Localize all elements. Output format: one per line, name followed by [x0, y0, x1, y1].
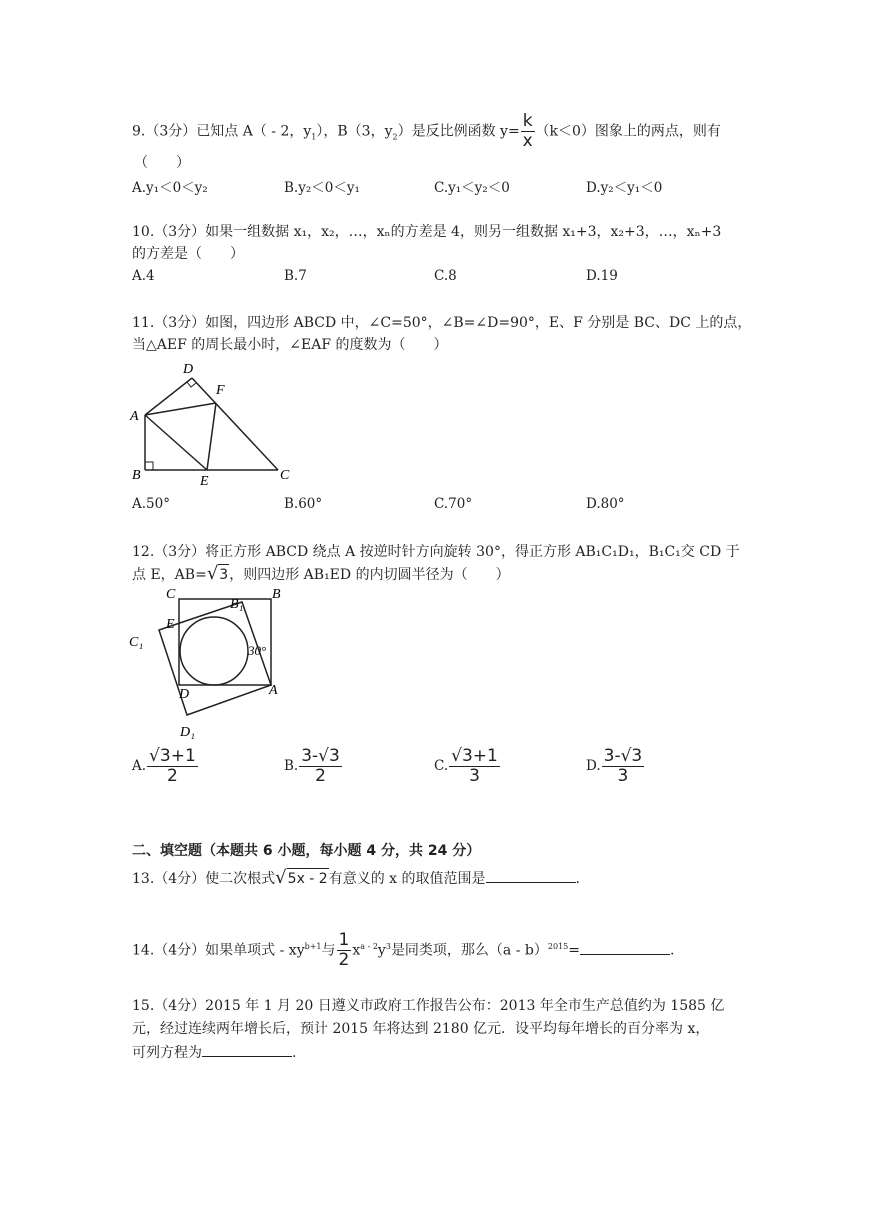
q14-exp4: 2015 — [547, 941, 569, 951]
q12-line2: 点 E，AB=√3，则四边形 AB₁ED 的内切圆半径为（ ） — [132, 563, 510, 584]
q12-label-a: A — [269, 683, 278, 698]
q9-paren: （ ） — [134, 155, 190, 171]
q14-answer-blank[interactable] — [580, 940, 670, 955]
q11-line2: 当△AEF 的周长最小时，∠EAF 的度数为（ ） — [132, 337, 448, 353]
q10-line2: 的方差是（ ） — [132, 246, 244, 262]
q10-option-a[interactable]: A.4 — [132, 268, 155, 284]
q12-label-d1: D₁ — [180, 725, 195, 740]
q11-figure — [128, 358, 298, 490]
section-heading: 二、填空题（本题共 6 小题，每小题 4 分，共 24 分） — [132, 843, 481, 859]
q9-text-a: 已知点 A（ - 2，y — [196, 123, 312, 140]
q12-radicand: 3 — [218, 564, 229, 585]
q12-line2-b: ，则四边形 AB₁ED 的内切圆半径为（ ） — [229, 567, 510, 583]
q12-label-d: D — [179, 687, 190, 702]
q14-text-e: 是同类项，那么（a - b） — [390, 942, 548, 959]
q14-exp2: a - 2 — [360, 941, 378, 951]
q9-number: 9. — [132, 123, 146, 140]
q13-text-a: 13.（4分）使二次根式 — [132, 871, 276, 887]
q9-frac-den: x — [522, 131, 533, 151]
q9-fraction — [521, 113, 535, 150]
q14-exp1: b+1 — [304, 941, 322, 951]
q12-option-a-num: √3+1 — [149, 746, 196, 766]
q14-frac-num: 1 — [338, 930, 350, 950]
q11-option-b[interactable]: B.60° — [284, 496, 323, 512]
q15-end: . — [292, 1045, 297, 1061]
q9-stem: 9.（3分）已知点 A（ - 2，$y_1$），B（3，$y_2$）是反比例函数 y= $\frac{k}{x}$ （k＜0）图象上的两点，则有 — [132, 111, 721, 151]
q12-option-c-letter: C. — [434, 758, 449, 774]
q13-answer-blank[interactable] — [486, 868, 576, 883]
q12-option-b-num: 3-√3 — [301, 746, 340, 766]
q9-text-b: ），B（3，y — [316, 123, 393, 140]
q12-option-d-letter: D. — [586, 758, 601, 774]
q12-option-b-den: 2 — [315, 766, 326, 786]
q13-end: . — [575, 871, 580, 887]
q14-text-a: 14.（4分）如果单项式 - xy — [132, 942, 305, 959]
q9-text-c: ）是反比例函数 y= — [397, 123, 520, 140]
q14-exp3: 3 — [385, 941, 391, 951]
q12-option-b-frac — [299, 748, 342, 785]
q14-stem — [132, 932, 674, 969]
q12-option-d-num: 3-√3 — [603, 746, 643, 766]
q9-frac-num: k — [522, 111, 533, 131]
q12-option-a-letter: A. — [132, 758, 147, 774]
q12-label-angle: 30° — [248, 643, 267, 658]
q12-option-a[interactable] — [132, 748, 199, 785]
q15-line1: 15.（4分）2015 年 1 月 20 日遵义市政府工作报告公布：2013 年全市生产总值约为 1585 亿 — [132, 998, 725, 1014]
q14-text-b: 与 — [321, 942, 336, 959]
q12-option-b[interactable] — [284, 748, 343, 785]
q11-option-c[interactable]: C.70° — [434, 496, 473, 512]
q14-text-d: y — [377, 942, 386, 959]
q14-text-f: = — [568, 942, 580, 959]
q12-option-c-frac — [449, 748, 500, 785]
q12-figure — [126, 582, 296, 747]
q9-text-d: （k＜0）图象上的两点，则有 — [535, 123, 721, 140]
q12-label-c1: C₁ — [129, 635, 144, 650]
q14-fraction — [337, 932, 352, 969]
q15-line3 — [132, 1042, 296, 1063]
q15-line2: 元，经过连续两年增长后，预计 2015 年将达到 2180 亿元．设平均每年增长的百分率为 x， — [132, 1021, 710, 1037]
q9-option-c[interactable]: C.y₁＜y₂＜0 — [434, 180, 510, 196]
q11-label-e: E — [200, 474, 209, 489]
q12-option-b-letter: B. — [284, 758, 299, 774]
q14-frac-den: 2 — [338, 950, 350, 970]
q10-line1: 10.（3分）如果一组数据 x₁，x₂，…，xₙ的方差是 4，则另一组数据 x₁+3，x₂+3，…，xₙ+3 — [132, 224, 722, 240]
q12-line1: 12.（3分）将正方形 ABCD 绕点 A 按逆时针方向旋转 30°，得正方形 AB₁C₁D₁，B₁C₁交 CD 于 — [132, 544, 740, 560]
q11-label-c: C — [280, 468, 290, 483]
q12-option-a-den: 2 — [166, 766, 178, 786]
q14-text-c: x — [352, 942, 361, 959]
q10-option-b[interactable]: B.7 — [284, 268, 307, 284]
q12-option-a-frac — [147, 748, 198, 785]
q12-option-c-den: 3 — [469, 766, 480, 786]
q12-label-b: B — [272, 587, 281, 602]
q15-line3-text: 可列方程为 — [132, 1045, 202, 1061]
q13-text-b: 有意义的 x 的取值范围是 — [328, 871, 486, 887]
q11-line1: 11.（3分）如图，四边形 ABCD 中，∠C=50°，∠B=∠D=90°，E、F 分别是 BC、DC 上的点， — [132, 315, 752, 331]
q11-label-d: D — [183, 362, 194, 377]
q9-option-a[interactable]: A.y₁＜0＜y₂ — [132, 180, 208, 196]
q9-option-b[interactable]: B.y₂＜0＜y₁ — [284, 180, 360, 196]
q11-label-b: B — [132, 468, 141, 483]
q10-option-c[interactable]: C.8 — [434, 268, 457, 284]
q12-label-b1: B₁ — [230, 597, 244, 612]
q15-answer-blank[interactable] — [202, 1042, 292, 1057]
q12-option-c[interactable] — [434, 748, 501, 785]
q12-option-d-den: 3 — [617, 766, 629, 786]
q12-option-c-num: √3+1 — [451, 746, 498, 766]
q12-line2-a: 点 E，AB= — [132, 567, 207, 583]
q11-option-a[interactable]: A.50° — [132, 496, 170, 512]
q10-option-d[interactable]: D.19 — [586, 268, 618, 284]
q12-label-c: C — [166, 587, 176, 602]
q9-option-d[interactable]: D.y₂＜y₁＜0 — [586, 180, 663, 196]
q11-label-a: A — [130, 409, 139, 424]
q11-option-d[interactable]: D.80° — [586, 496, 625, 512]
q11-label-f: F — [216, 383, 225, 398]
q12-option-d[interactable] — [586, 748, 645, 785]
q12-label-e: E — [166, 617, 175, 632]
q14-end: . — [669, 942, 675, 959]
q9-score: （3分） — [145, 123, 197, 140]
q12-option-d-frac — [602, 748, 645, 785]
q13-radicand: 5x - 2 — [287, 868, 329, 889]
q13-stem: 13.（4分）使二次根式√5x - 2有意义的 x 的取值范围是 . — [132, 867, 580, 888]
